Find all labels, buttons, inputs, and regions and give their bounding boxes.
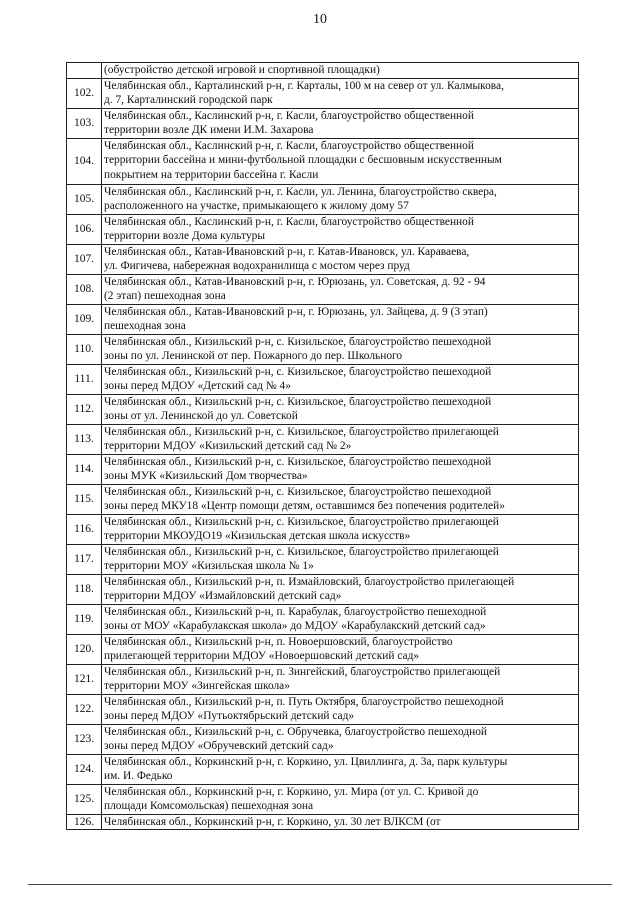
row-number: 120. <box>67 634 102 664</box>
description-line: Челябинская обл., Катав-Ивановский р-н, г. Катав-Ивановск, ул. Караваева, <box>104 245 470 258</box>
description-line: территории возле Дома культуры <box>104 230 266 242</box>
table-row <box>67 814 579 830</box>
row-description <box>102 214 579 244</box>
description-line: Челябинская обл., Кизильский р-н, п. Зингейский, благоустройство прилегающей <box>104 665 501 678</box>
row-description <box>102 244 579 274</box>
row-description <box>102 184 579 214</box>
row-number: 109. <box>67 304 102 334</box>
page-number: 10 <box>313 12 327 27</box>
table-row <box>67 784 579 814</box>
description-line: Челябинская обл., Кизильский р-н, п. Путь Октября, благоустройство пешеходной <box>104 695 504 708</box>
row-description <box>102 138 579 184</box>
description-line: Челябинская обл., Коркинский р-н, г. Коркино, ул. 30 лет ВЛКСМ (от <box>104 815 441 828</box>
table-row <box>67 484 579 514</box>
row-description <box>102 784 579 814</box>
row-number: 122. <box>67 694 102 724</box>
row-number: 118. <box>67 574 102 604</box>
row-number: 112. <box>67 394 102 424</box>
description-line: Челябинская обл., Катав-Ивановский р-н, г. Юрюзань, ул. Советская, д. 92 - 94 <box>104 275 486 288</box>
row-number <box>67 63 102 79</box>
description-line: зоны перед МДОУ «Путьоктябрьский детский сад» <box>104 710 355 722</box>
row-number: 106. <box>67 214 102 244</box>
row-description <box>102 394 579 424</box>
description-line: зоны МУК «Кизильский Дом творчества» <box>104 470 308 482</box>
description-line: Челябинская обл., Кизильский р-н, п. Карабулак, благоустройство пешеходной <box>104 605 487 618</box>
description-line: Челябинская обл., Карталинский р-н, г. Карталы, 100 м на север от ул. Калмыкова, <box>104 79 504 92</box>
table-row <box>67 138 579 184</box>
description-line: им. И. Федько <box>104 770 173 782</box>
table-row <box>67 754 579 784</box>
description-line: Челябинская обл., Кизильский р-н, с. Кизильское, благоустройство прилегающей <box>104 425 499 438</box>
row-description <box>102 724 579 754</box>
description-line: территории возле ДК имени И.М. Захарова <box>104 124 314 136</box>
description-line: зоны перед МДОУ «Детский сад № 4» <box>104 380 291 392</box>
row-description <box>102 604 579 634</box>
table-row <box>67 454 579 484</box>
table-row <box>67 514 579 544</box>
table-row <box>67 304 579 334</box>
table-row <box>67 604 579 634</box>
description-line: (2 этап) пешеходная зона <box>104 290 226 302</box>
row-number: 108. <box>67 274 102 304</box>
description-line: Челябинская обл., Кизильский р-н, с. Кизильское, благоустройство пешеходной <box>104 485 492 498</box>
row-number: 123. <box>67 724 102 754</box>
description-line: Челябинская обл., Коркинский р-н, г. Коркино, ул. Цвиллинга, д. 3а, парк культуры <box>104 755 508 768</box>
description-line: Челябинская обл., Кизильский р-н, с. Кизильское, благоустройство прилегающей <box>104 515 499 528</box>
row-description <box>102 814 579 830</box>
row-description <box>102 334 579 364</box>
row-number: 124. <box>67 754 102 784</box>
description-line: Челябинская обл., Каслинский р-н, г. Касли, ул. Ленина, благоустройство сквера, <box>104 185 497 198</box>
table-row <box>67 724 579 754</box>
description-line: Челябинская обл., Кизильский р-н, с. Кизильское, благоустройство прилегающей <box>104 545 499 558</box>
bottom-divider <box>28 884 612 885</box>
table-row <box>67 544 579 574</box>
row-number: 107. <box>67 244 102 274</box>
description-line: Челябинская обл., Кизильский р-н, с. Кизильское, благоустройство пешеходной <box>104 395 492 408</box>
table-body <box>67 63 579 830</box>
row-number: 105. <box>67 184 102 214</box>
table-row <box>67 108 579 138</box>
description-line: Челябинская обл., Кизильский р-н, с. Кизильское, благоустройство пешеходной <box>104 335 492 348</box>
row-description <box>102 694 579 724</box>
description-line: зоны по ул. Ленинской от пер. Пожарного до пер. Школьного <box>104 350 403 362</box>
description-line: территории бассейна и мини-футбольной площадки с бесшовным искусственным <box>104 154 502 166</box>
row-description <box>102 63 579 79</box>
objects-table <box>66 62 579 830</box>
description-line: Челябинская обл., Кизильский р-н, с. Обручевка, благоустройство пешеходной <box>104 725 487 738</box>
table-row <box>67 394 579 424</box>
description-line: территории МДОУ «Кизильский детский сад № 2» <box>104 440 352 452</box>
description-line: Челябинская обл., Кизильский р-н, п. Новоершовский, благоустройство <box>104 635 453 648</box>
table-row <box>67 184 579 214</box>
description-line: Челябинская обл., Кизильский р-н, с. Кизильское, благоустройство пешеходной <box>104 455 492 468</box>
row-number: 126. <box>67 814 102 830</box>
table-row <box>67 244 579 274</box>
table-row <box>67 364 579 394</box>
table-row <box>67 424 579 454</box>
row-description <box>102 78 579 108</box>
description-line: Челябинская обл., Кизильский р-н, п. Измайловский, благоустройство прилегающей <box>104 575 515 588</box>
description-line: территории МОУ «Кизильская школа № 1» <box>104 560 314 572</box>
description-line: территории МДОУ «Измайловский детский сад» <box>104 590 342 602</box>
description-line: зоны перед МДОУ «Обручевский детский сад» <box>104 740 334 752</box>
row-number: 110. <box>67 334 102 364</box>
row-number: 104. <box>67 138 102 184</box>
description-line: зоны от ул. Ленинской до ул. Советской <box>104 410 298 422</box>
description-line: площади Комсомольская) пешеходная зона <box>104 800 314 812</box>
row-description <box>102 108 579 138</box>
row-number: 119. <box>67 604 102 634</box>
description-line: зоны от МОУ «Карабулакская школа» до МДОУ «Карабулакский детский сад» <box>104 620 486 632</box>
description-line: расположенного на участке, примыкающего к жилому дому 57 <box>104 200 409 212</box>
row-number: 102. <box>67 78 102 108</box>
row-number: 117. <box>67 544 102 574</box>
description-line: территории МОУ «Зингейская школа» <box>104 680 290 692</box>
row-description <box>102 484 579 514</box>
row-description <box>102 544 579 574</box>
description-line: зоны перед МКУ18 «Центр помощи детям, оставшимся без попечения родителей» <box>104 500 505 512</box>
table-row <box>67 664 579 694</box>
table-row <box>67 63 579 79</box>
row-number: 114. <box>67 454 102 484</box>
row-number: 111. <box>67 364 102 394</box>
table-row <box>67 694 579 724</box>
description-line: пешеходная зона <box>104 320 186 332</box>
row-description <box>102 754 579 784</box>
table-row <box>67 574 579 604</box>
description-line: Челябинская обл., Каслинский р-н, г. Касли, благоустройство общественной <box>104 109 474 122</box>
table-row <box>67 334 579 364</box>
table-row <box>67 274 579 304</box>
description-line: Челябинская обл., Кизильский р-н, с. Кизильское, благоустройство пешеходной <box>104 365 492 378</box>
row-number: 115. <box>67 484 102 514</box>
row-description <box>102 514 579 544</box>
description-line: (обустройство детской игровой и спортивной площадки) <box>104 64 380 76</box>
row-number: 103. <box>67 108 102 138</box>
table-row <box>67 78 579 108</box>
row-description <box>102 304 579 334</box>
description-line: д. 7, Карталинский городской парк <box>104 94 273 106</box>
description-line: Челябинская обл., Каслинский р-н, г. Касли, благоустройство общественной <box>104 215 474 228</box>
description-line: Челябинская обл., Каслинский р-н, г. Касли, благоустройство общественной <box>104 139 474 152</box>
row-description <box>102 664 579 694</box>
row-number: 113. <box>67 424 102 454</box>
description-line: территории МКОУДО19 «Кизильская детская школа искусств» <box>104 530 411 542</box>
description-line: Челябинская обл., Коркинский р-н, г. Коркино, ул. Мира (от ул. С. Кривой до <box>104 785 479 798</box>
row-description <box>102 364 579 394</box>
row-description <box>102 574 579 604</box>
table-row <box>67 214 579 244</box>
table-row <box>67 634 579 664</box>
description-line: покрытием на территории бассейна г. Касли <box>104 168 319 181</box>
row-number: 121. <box>67 664 102 694</box>
description-line: прилегающей территории МДОУ «Новоершовский детский сад» <box>104 650 420 662</box>
row-number: 125. <box>67 784 102 814</box>
row-description <box>102 634 579 664</box>
row-description <box>102 454 579 484</box>
row-number: 116. <box>67 514 102 544</box>
row-description <box>102 424 579 454</box>
description-line: ул. Фигичева, набережная водохранилища с мостом через пруд <box>104 260 410 272</box>
row-description <box>102 274 579 304</box>
description-line: Челябинская обл., Катав-Ивановский р-н, г. Юрюзань, ул. Зайцева, д. 9 (3 этап) <box>104 305 488 318</box>
